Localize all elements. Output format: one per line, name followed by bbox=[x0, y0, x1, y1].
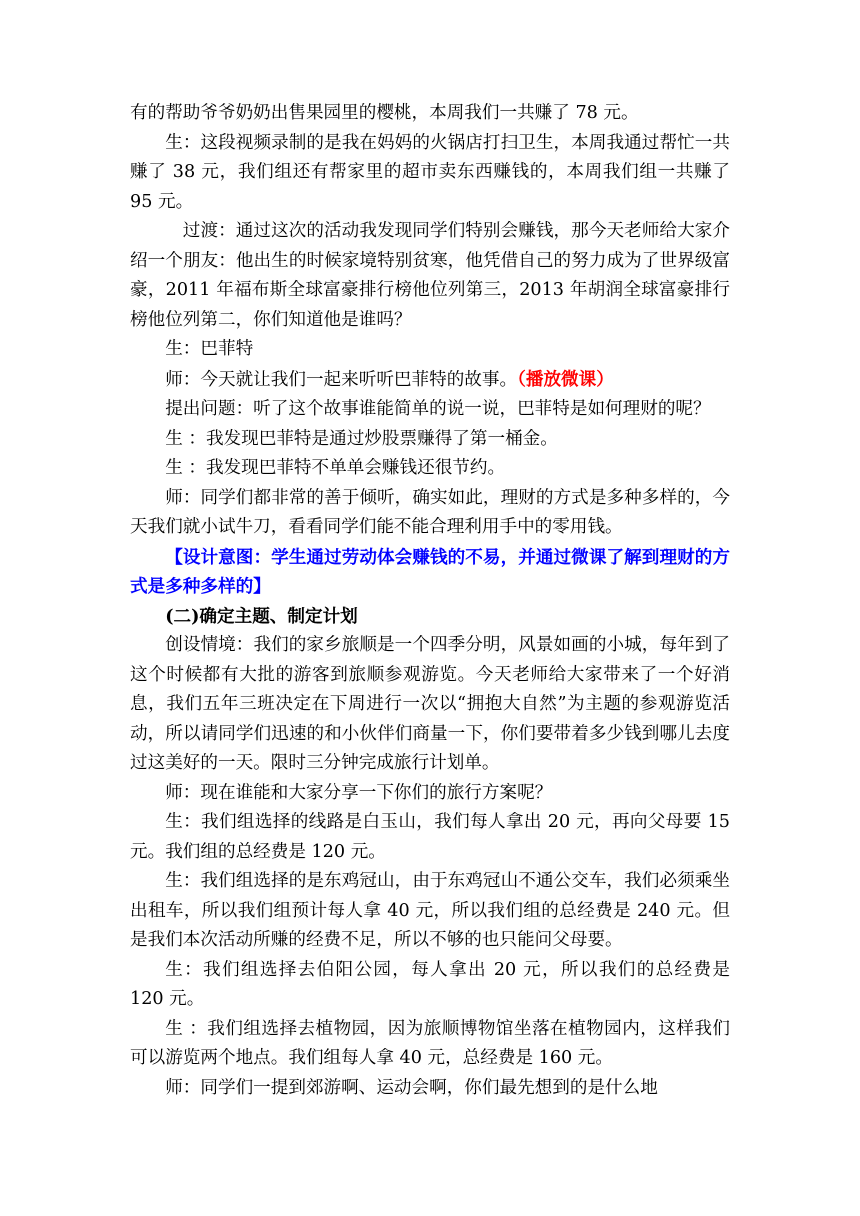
document-body bbox=[130, 99, 730, 1103]
paragraph-1: 有的帮助爷爷奶奶出售果园里的樱桃，本周我们一共赚了 78 元。 bbox=[130, 103, 639, 123]
teacher-line: 师：今天就让我们一起来听听巴菲特的故事。 bbox=[165, 369, 518, 390]
paragraph-16: 师：同学们一提到郊游啊、运动会啊，你们最先想到的是什么地 bbox=[165, 1077, 658, 1098]
paragraph-9: 师：同学们都非常的善于倾听，确实如此，理财的方式是多种多样的，今天我们就小试牛刀，看看同学们能不能合理利用手中的零用钱。 bbox=[130, 487, 730, 537]
section-heading: (二)确定主题、制定计划 bbox=[165, 605, 358, 627]
paragraph-12: 生：我们组选择的线路是白玉山，我们每人拿出 20 元，再向父母要 15 元。我们组的总经费是 120 元。 bbox=[130, 812, 730, 862]
paragraph-11: 师：现在谁能和大家分享一下你们的旅行方案呢？ bbox=[165, 782, 553, 803]
paragraph-6: 提出问题：听了这个故事谁能简单的说一说，巴菲特是如何理财的呢？ bbox=[165, 399, 711, 419]
play-microlesson-note: （播放微课） bbox=[517, 368, 614, 390]
paragraph-15: 生 ：我们组选择去植物园，因为旅顺博物馆坐落在植物园内，这样我们可以游览两个地点。我们组每人拿 40 元，总经费是 160 元。 bbox=[130, 1018, 730, 1068]
paragraph-7: 生 ：我发现巴菲特是通过炒股票赚得了第一桶金。 bbox=[165, 428, 558, 449]
paragraph-5 bbox=[130, 365, 730, 396]
design-intent-note: 【设计意图：学生通过劳动体会赚钱的不易，并通过微课了解到理财的方式是多种多样的】 bbox=[130, 546, 730, 597]
paragraph-8: 生 ：我发现巴菲特不单单会赚钱还很节约。 bbox=[165, 458, 506, 478]
paragraph-4: 生：巴菲特 bbox=[165, 339, 254, 359]
paragraph-2: 生：这段视频录制的是我在妈妈的火锅店打扫卫生，本周我通过帮忙一共赚了 38 元，我们组还有帮家里的超市卖东西赚钱的，本周我们组一共赚了 95 元。 bbox=[130, 132, 730, 212]
paragraph-10: 创设情境：我们的家乡旅顺是一个四季分明，风景如画的小城，每年到了这个时候都有大批的游客到旅顺参观游览。今天老师给大家带来了一个好消息，我们五年三班决定在下周进行一次以“拥抱大自然”为主题的参观游览活动，所以请同学们迅速的和小伙伴们商量一下，你们要带着多少钱到哪儿去度过这美好的一天。限时三分钟完成旅行计划单。 bbox=[130, 635, 730, 773]
paragraph-3: 过渡：通过这次的活动我发现同学们特别会赚钱，那今天老师给大家介绍一个朋友：他出生的时候家境特别贫寒，他凭借自己的努力成为了世界级富豪，2011 年福布斯全球富豪排行榜他位列第三，2013 年胡润全球富豪排行榜他位列第二，你们知道他是谁吗？ bbox=[130, 221, 730, 330]
paragraph-14: 生：我们组选择去伯阳公园，每人拿出 20 元，所以我们的总经费是 120 元。 bbox=[130, 959, 730, 1009]
paragraph-13: 生：我们组选择的是东鸡冠山，由于东鸡冠山不通公交车，我们必须乘坐出租车，所以我们组预计每人拿 40 元，所以我们组的总经费是 240 元。但是我们本次活动所赚的经费不足，所以不够的也只能问父母要。 bbox=[130, 871, 730, 950]
